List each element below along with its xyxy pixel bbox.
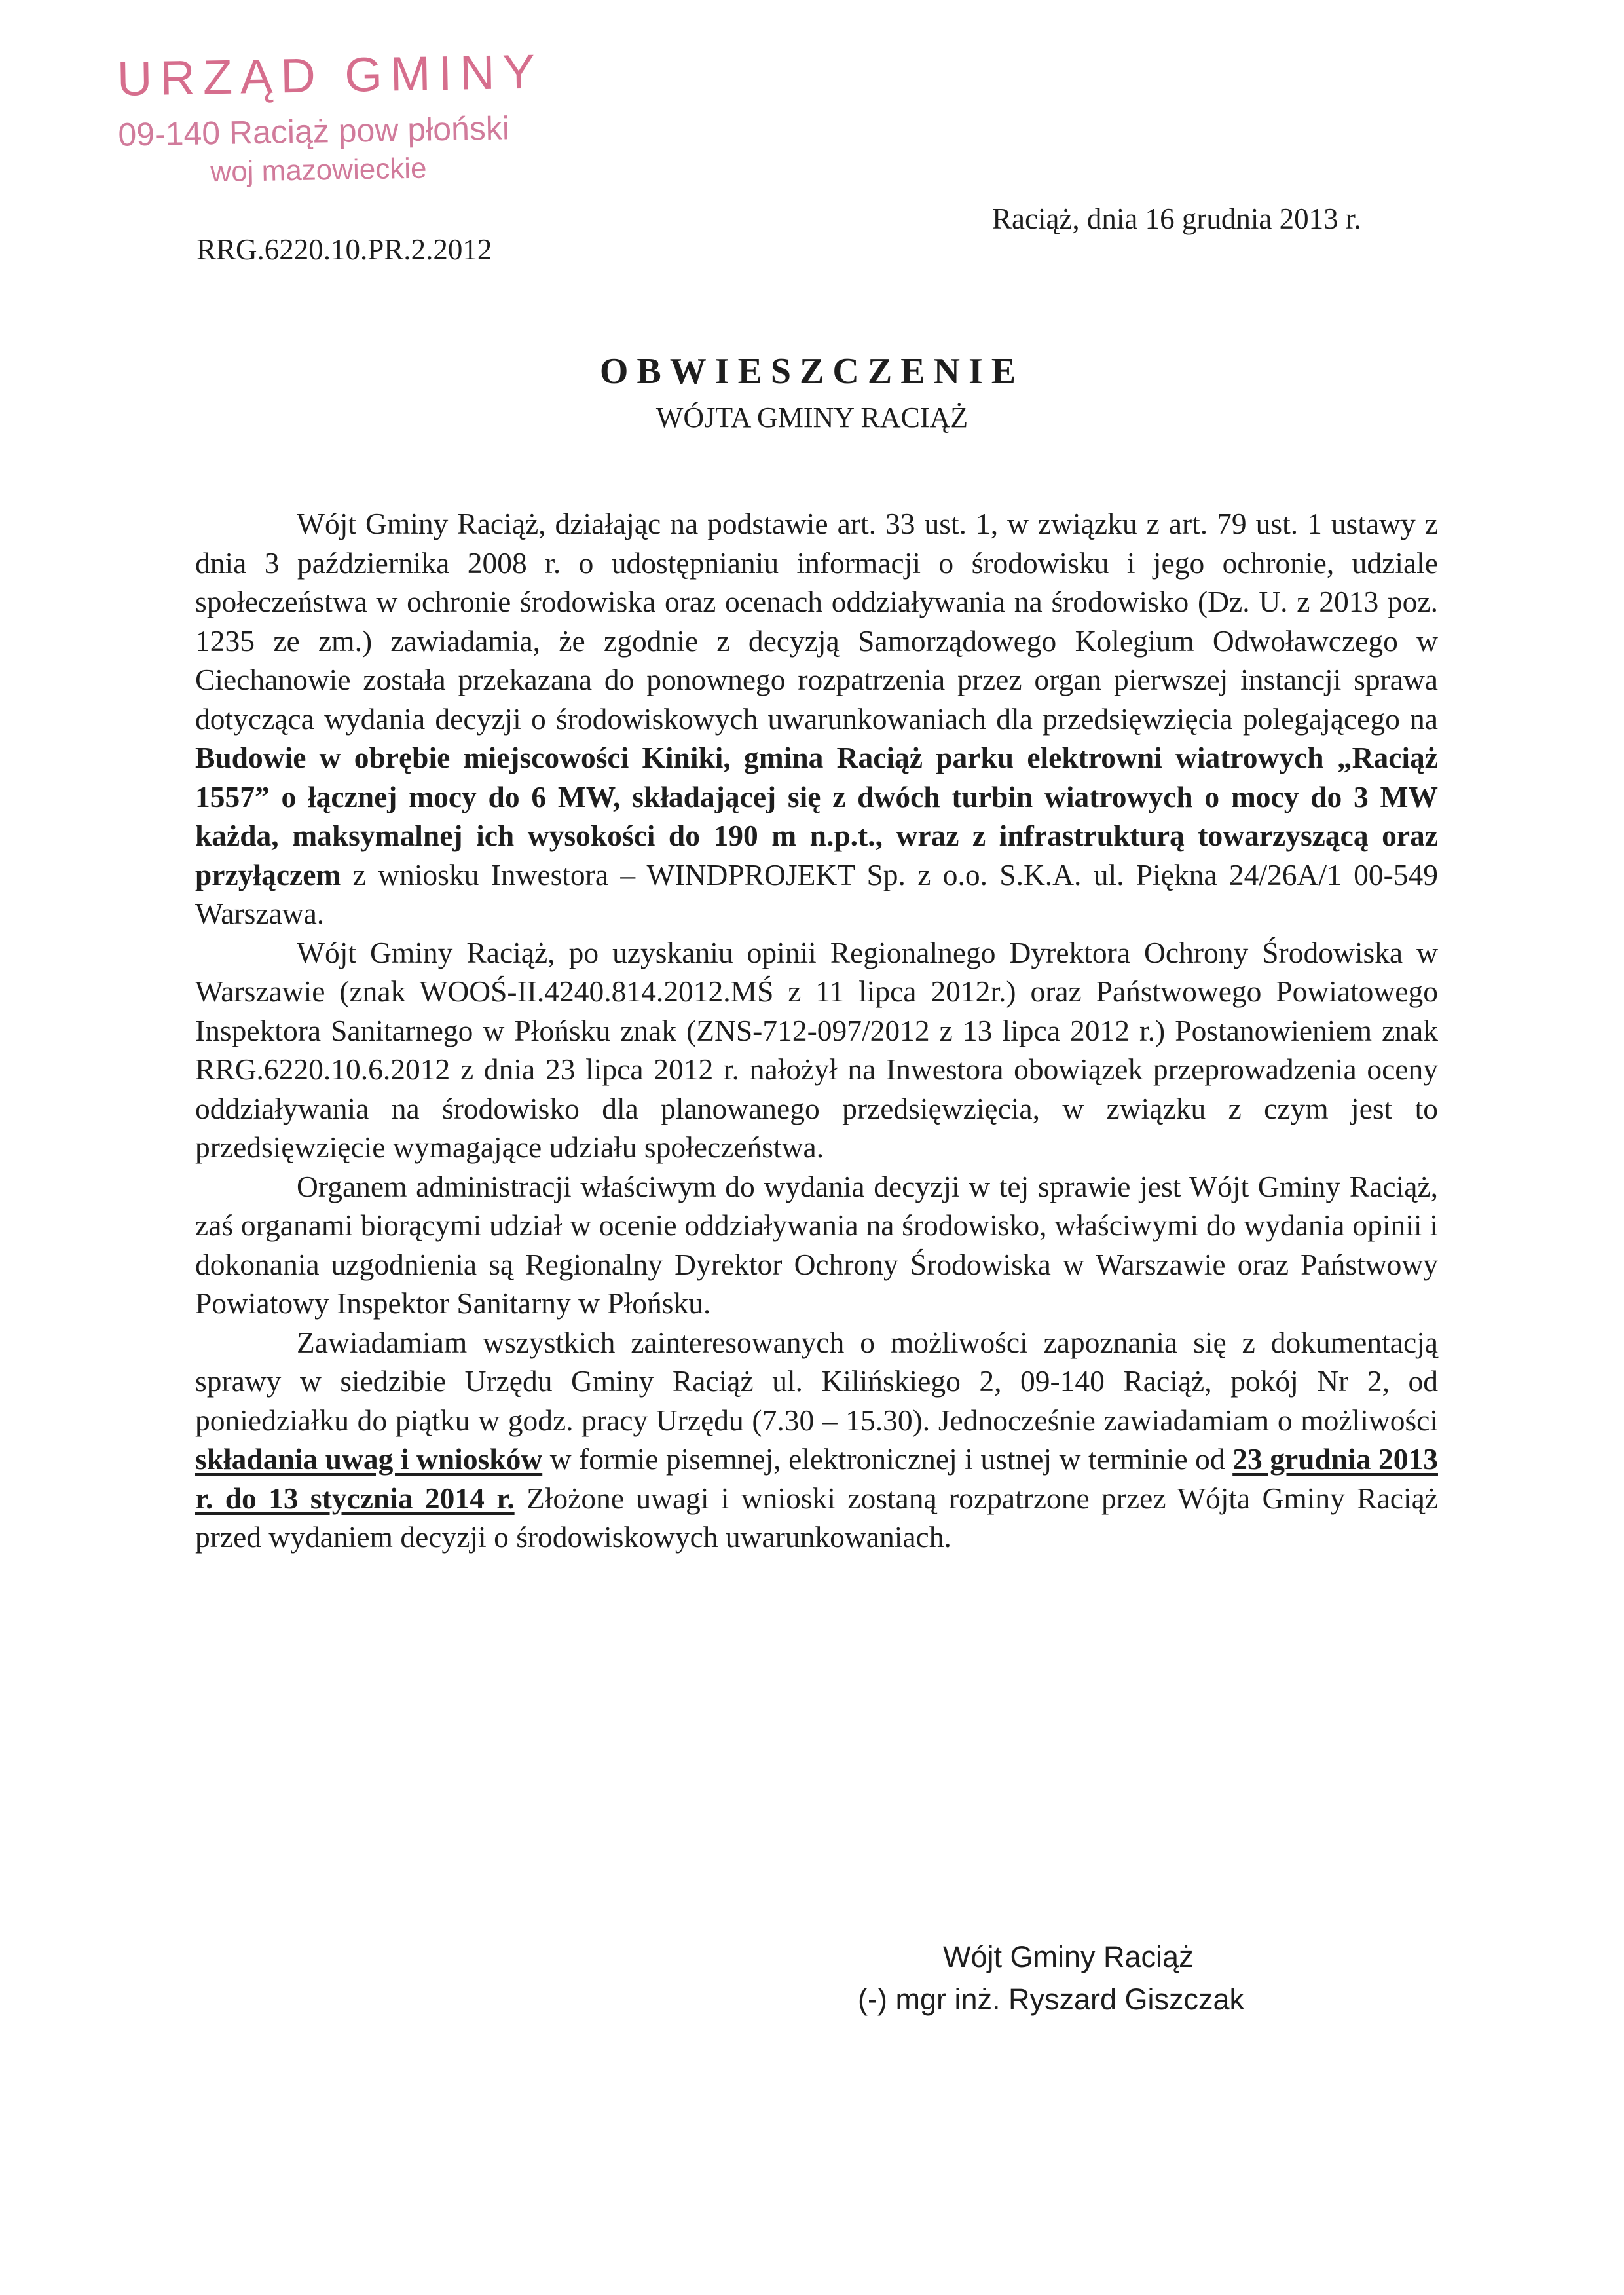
paragraph-opinions: Wójt Gminy Raciąż, po uzyskaniu opinii Regionalnego Dyrektora Ochrony Środowiska w Warszawie (znak WOOŚ-II.4240.814.2012.MŚ z 11 lipca 2012r.) oraz Państwowego Powiatowego Inspektora Sanitarnego w Płońsku znak (ZNS-712-097/2012 z 13 lipca 2012 r.) Postanowieniem znak RRG.6220.10.6.2012 z dnia 23 lipca 2012 r. nałożył na Inwestora obowiązek przeprowadzenia oceny oddziaływania na środowisko dla planowanego przedsięwzięcia, w związku z czym jest to przedsięwzięcie wymagające udziału społeczeństwa.	[195, 935, 1438, 1164]
paragraph-notice	[195, 504, 1438, 933]
office-stamp	[117, 42, 551, 192]
paragraph-consultation-forms: w formie pisemnej, elektronicznej i ustnej w terminie od	[542, 1442, 1233, 1476]
document-body	[195, 504, 1438, 1557]
signature-block	[858, 1935, 1369, 2021]
consultation-period: 23 grudnia 2013 r. do 13 stycznia 2014 r.	[195, 1442, 1438, 1515]
document-title: OBWIESZCZENIE	[599, 351, 1025, 392]
signatory-title: Wójt Gminy Raciąż	[943, 1940, 1194, 1973]
project-description: Budowie w obrębie miejscowości Kiniki, gmina Raciąż parku elektrowni wiatrowych „Raciąż 1557” o łącznej mocy do 6 MW, składającej się z dwóch turbin wiatrowych o mocy do 3 MW każda, maksymalnej ich wysokości do 190 m n.p.t., wraz z infrastrukturą towarzyszącą oraz przyłączem	[195, 741, 1438, 891]
signatory-name: (-) mgr inż. Ryszard Giszczak	[858, 1983, 1245, 2016]
stamp-line-voivodeship: woj mazowieckie	[210, 152, 427, 189]
comments-phrase: składania uwag i wniosków	[195, 1442, 543, 1476]
paragraph-authorities: Organem administracji właściwym do wydania decyzji w tej sprawie jest Wójt Gminy Raciąż, zaś organami biorącymi udział w ocenie oddziaływania na środowisko, właściwymi do wydania opinii i dokonania uzgodnienia są Regionalny Dyrektor Ochrony Środowiska w Warszawie oraz Państwowy Powiatowy Inspektor Sanitarny w Płońsku.	[195, 1169, 1438, 1320]
document-subtitle: WÓJTA GMINY RACIĄŻ	[655, 401, 969, 434]
paragraph-consultation	[195, 1323, 1438, 1557]
stamp-line-office: URZĄD GMINY	[117, 44, 544, 106]
paragraph-notice-investor: z wniosku Inwestora – WINDPROJEKT Sp. z o.o. S.K.A. ul. Piękna 24/26A/1 00-549 Warszawa.	[195, 857, 1438, 930]
place-and-date: Raciąż, dnia 16 grudnia 2013 r.	[992, 202, 1361, 235]
paragraph-consultation-closing: Złożone uwagi i wnioski zostaną rozpatrzone przez Wójta Gminy Raciąż przed wydaniem decyzji o środowiskowych uwarunkowaniach.	[195, 1481, 1438, 1554]
stamp-line-address: 09-140 Raciąż pow płoński	[117, 109, 510, 153]
paragraph-notice-intro: Wójt Gminy Raciąż, działając na podstawie art. 33 ust. 1, w związku z art. 79 ust. 1 ustawy z dnia 3 października 2008 r. o udostępnianiu informacji o środowisku i jego ochronie, udziale społeczeństwa w ochronie środowiska oraz ocenach oddziaływania na środowisko (Dz. U. z 2013 poz. 1235 ze zm.) zawiadamia, że zgodnie z decyzją Samorządowego Kolegium Odwoławczego w Ciechanowie została przekazana do ponownego rozpatrzenia przez organ pierwszej instancji sprawa dotycząca wydania decyzji o środowiskowych uwarunkowaniach dla przedsięwzięcia polegającego na	[195, 507, 1438, 736]
paragraph-consultation-intro: Zawiadamiam wszystkich zainteresowanych o możliwości zapoznania się z dokumentacją sprawy w siedzibie Urzędu Gminy Raciąż ul. Kilińskiego 2, 09-140 Raciąż, pokój Nr 2, od poniedziałku do piątku w godz. pracy Urzędu (7.30 – 15.30). Jednocześnie zawiadamiam o możliwości	[195, 1325, 1438, 1437]
reference-number: RRG.6220.10.PR.2.2012	[196, 233, 492, 266]
